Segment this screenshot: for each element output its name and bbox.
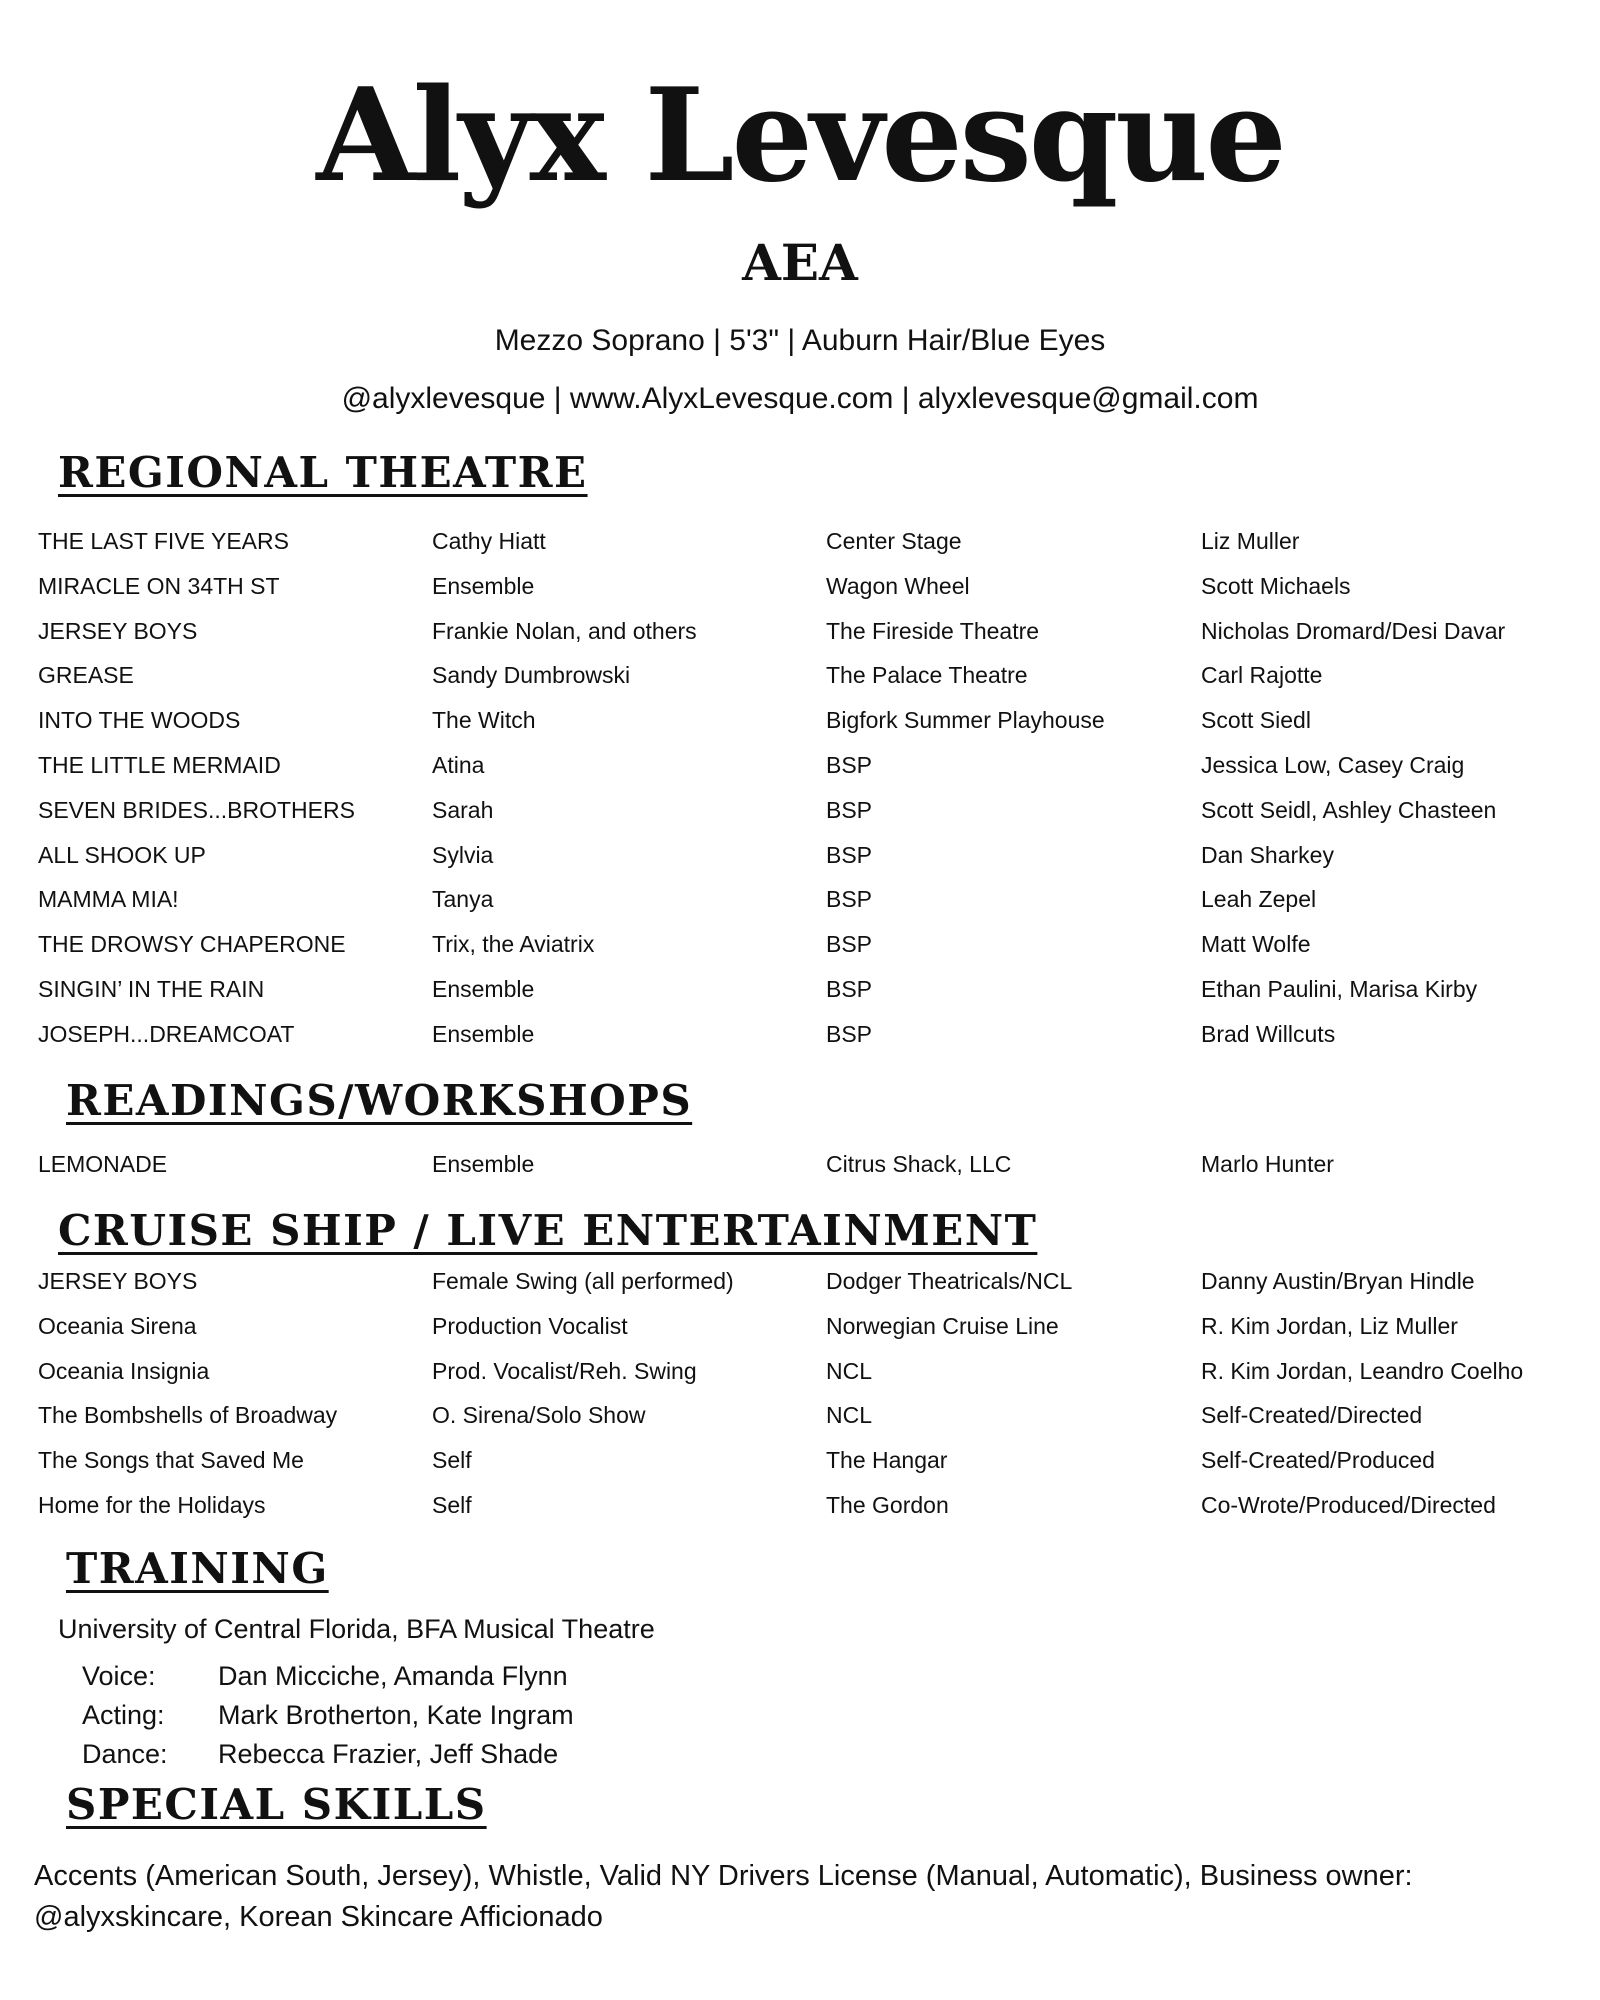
credit-show: THE DROWSY CHAPERONE bbox=[38, 931, 346, 958]
credit-row bbox=[0, 1020, 1600, 1068]
credit-company: Dodger Theatricals/NCL bbox=[826, 1268, 1073, 1294]
credit-show: Oceania Insignia bbox=[38, 1357, 210, 1384]
credit-role: The Witch bbox=[432, 707, 536, 734]
credit-director: Matt Wolfe bbox=[1201, 931, 1311, 958]
cruise-credits-table bbox=[0, 1270, 1600, 1539]
vocal-and-physical-stats: Mezzo Soprano | 5'3" | Auburn Hair/Blue Eyes bbox=[494, 324, 1106, 357]
credit-row bbox=[0, 796, 1600, 844]
credit-director: Liz Muller bbox=[1201, 528, 1300, 554]
credit-show: Home for the Holidays bbox=[38, 1491, 266, 1518]
credit-row bbox=[0, 1357, 1600, 1405]
credit-role: Cathy Hiatt bbox=[432, 528, 546, 554]
credit-row bbox=[0, 1270, 1600, 1315]
credit-row bbox=[0, 751, 1600, 799]
readings-credits-table bbox=[0, 1153, 1600, 1198]
credit-show: Oceania Sirena bbox=[38, 1312, 197, 1339]
credit-director: Danny Austin/Bryan Hindle bbox=[1201, 1268, 1475, 1294]
credit-director: Marlo Hunter bbox=[1201, 1151, 1334, 1177]
credit-role: Ensemble bbox=[432, 1020, 535, 1047]
credit-company: BSP bbox=[826, 796, 873, 823]
credit-role: Frankie Nolan, and others bbox=[432, 617, 697, 644]
credit-director: Ethan Paulini, Marisa Kirby bbox=[1201, 975, 1478, 1002]
credit-row bbox=[0, 617, 1600, 665]
credit-company: BSP bbox=[826, 1020, 873, 1047]
section-title-cruise: CRUISE SHIP / LIVE ENTERTAINMENT bbox=[58, 1206, 1038, 1255]
credit-show: THE LITTLE MERMAID bbox=[38, 751, 281, 778]
credit-role: Self bbox=[432, 1447, 472, 1474]
credit-director: Scott Seidl, Ashley Chasteen bbox=[1201, 796, 1497, 823]
credit-show: The Bombshells of Broadway bbox=[38, 1402, 338, 1429]
credit-company: BSP bbox=[826, 751, 873, 778]
credit-role: Ensemble bbox=[432, 572, 535, 599]
credit-show: ALL SHOOK UP bbox=[38, 841, 206, 868]
credit-role: O. Sirena/Solo Show bbox=[432, 1402, 646, 1429]
credit-role: Trix, the Aviatrix bbox=[432, 931, 595, 958]
credit-show: The Songs that Saved Me bbox=[38, 1447, 304, 1474]
credit-role: Production Vocalist bbox=[432, 1312, 628, 1339]
credit-row bbox=[0, 709, 1600, 754]
credit-director: R. Kim Jordan, Leandro Coelho bbox=[1201, 1357, 1524, 1384]
credit-company: BSP bbox=[826, 931, 873, 958]
credit-company: The Hangar bbox=[826, 1447, 948, 1474]
credit-director: Jessica Low, Casey Craig bbox=[1201, 751, 1465, 778]
section-title-skills: SPECIAL SKILLS bbox=[66, 1780, 487, 1829]
credit-director: Leah Zepel bbox=[1201, 886, 1317, 913]
credit-show: MIRACLE ON 34TH ST bbox=[38, 572, 280, 599]
credit-show: JOSEPH...DREAMCOAT bbox=[38, 1020, 295, 1047]
credit-company: Wagon Wheel bbox=[826, 572, 970, 599]
training-teachers: Rebecca Frazier, Jeff Shade bbox=[218, 1739, 559, 1769]
credit-row bbox=[0, 1153, 1600, 1198]
credit-company: BSP bbox=[826, 975, 873, 1002]
credit-show: INTO THE WOODS bbox=[38, 707, 241, 734]
contact-line: @alyxlevesque | www.AlyxLevesque.com | alyxlevesque@gmail.com bbox=[341, 382, 1259, 415]
credit-row bbox=[0, 1491, 1600, 1539]
credit-row bbox=[0, 1449, 1600, 1494]
credit-role: Atina bbox=[432, 751, 485, 778]
credit-director: Co-Wrote/Produced/Directed bbox=[1201, 1491, 1496, 1518]
credit-company: Center Stage bbox=[826, 528, 962, 554]
credit-role: Ensemble bbox=[432, 1151, 535, 1177]
credit-director: Dan Sharkey bbox=[1201, 841, 1334, 868]
credit-director: Self-Created/Directed bbox=[1201, 1402, 1423, 1429]
credit-role: Prod. Vocalist/Reh. Swing bbox=[432, 1357, 697, 1384]
credit-show: GREASE bbox=[38, 662, 134, 689]
credit-director: Self-Created/Produced bbox=[1201, 1447, 1435, 1474]
credit-row bbox=[0, 530, 1600, 575]
training-row bbox=[0, 1663, 900, 1697]
credit-role: Sylvia bbox=[432, 841, 494, 868]
performer-name: Alyx Levesque bbox=[316, 61, 1284, 211]
credit-row bbox=[0, 841, 1600, 889]
credit-row bbox=[0, 1312, 1600, 1360]
credit-show: SEVEN BRIDES...BROTHERS bbox=[38, 796, 355, 823]
credit-row bbox=[0, 572, 1600, 620]
credit-row bbox=[0, 888, 1600, 933]
union-affiliation: AEA bbox=[742, 233, 858, 292]
credit-role: Sandy Dumbrowski bbox=[432, 662, 631, 689]
regional-credits-table bbox=[0, 530, 1600, 1068]
section-title-regional: REGIONAL THEATRE bbox=[58, 448, 588, 497]
credit-role: Ensemble bbox=[432, 975, 535, 1002]
training-teachers: Dan Micciche, Amanda Flynn bbox=[218, 1661, 568, 1691]
credit-director: Scott Michaels bbox=[1201, 572, 1351, 599]
credit-show: JERSEY BOYS bbox=[38, 1268, 198, 1294]
credit-company: BSP bbox=[826, 841, 873, 868]
section-title-readings: READINGS/WORKSHOPS bbox=[66, 1076, 693, 1125]
credit-director: Carl Rajotte bbox=[1201, 662, 1323, 689]
credit-director: Scott Siedl bbox=[1201, 707, 1311, 734]
training-school: University of Central Florida, BFA Musical Theatre bbox=[58, 1614, 655, 1644]
credit-show: JERSEY BOYS bbox=[38, 617, 198, 644]
credit-company: NCL bbox=[826, 1357, 873, 1384]
credit-role: Tanya bbox=[432, 886, 494, 913]
credit-show: MAMMA MIA! bbox=[38, 886, 179, 913]
training-teachers: Mark Brotherton, Kate Ingram bbox=[218, 1700, 574, 1730]
training-row bbox=[0, 1741, 900, 1775]
credit-row bbox=[0, 1404, 1600, 1449]
special-skills-text: Accents (American South, Jersey), Whistle, Valid NY Drivers License (Manual, Automatic), Business owner: @alyxskincare, Korean Skincare Afficionado bbox=[34, 1860, 1413, 1933]
credit-show: SINGIN’ IN THE RAIN bbox=[38, 975, 265, 1002]
section-title-training: TRAINING bbox=[66, 1544, 329, 1593]
credit-role: Female Swing (all performed) bbox=[432, 1268, 734, 1294]
credit-company: NCL bbox=[826, 1402, 873, 1429]
credit-company: The Gordon bbox=[826, 1491, 949, 1518]
training-discipline: Dance: bbox=[82, 1739, 168, 1769]
credit-show: LEMONADE bbox=[38, 1151, 168, 1177]
credit-role: Self bbox=[432, 1491, 472, 1518]
training-discipline: Acting: bbox=[82, 1700, 165, 1730]
training-row bbox=[0, 1702, 900, 1736]
training-discipline: Voice: bbox=[82, 1661, 156, 1691]
credit-company: Norwegian Cruise Line bbox=[826, 1312, 1059, 1339]
credit-director: Brad Willcuts bbox=[1201, 1020, 1336, 1047]
credit-row bbox=[0, 975, 1600, 1023]
credit-company: The Fireside Theatre bbox=[826, 617, 1040, 644]
credit-show: THE LAST FIVE YEARS bbox=[38, 528, 289, 554]
credit-company: BSP bbox=[826, 886, 873, 913]
credit-row bbox=[0, 933, 1600, 978]
credit-director: R. Kim Jordan, Liz Muller bbox=[1201, 1312, 1458, 1339]
credit-row bbox=[0, 664, 1600, 709]
credit-company: The Palace Theatre bbox=[826, 662, 1028, 689]
credit-company: Bigfork Summer Playhouse bbox=[826, 707, 1105, 734]
credit-director: Nicholas Dromard/Desi Davar bbox=[1201, 617, 1506, 644]
credit-role: Sarah bbox=[432, 796, 494, 823]
credit-company: Citrus Shack, LLC bbox=[826, 1151, 1012, 1177]
